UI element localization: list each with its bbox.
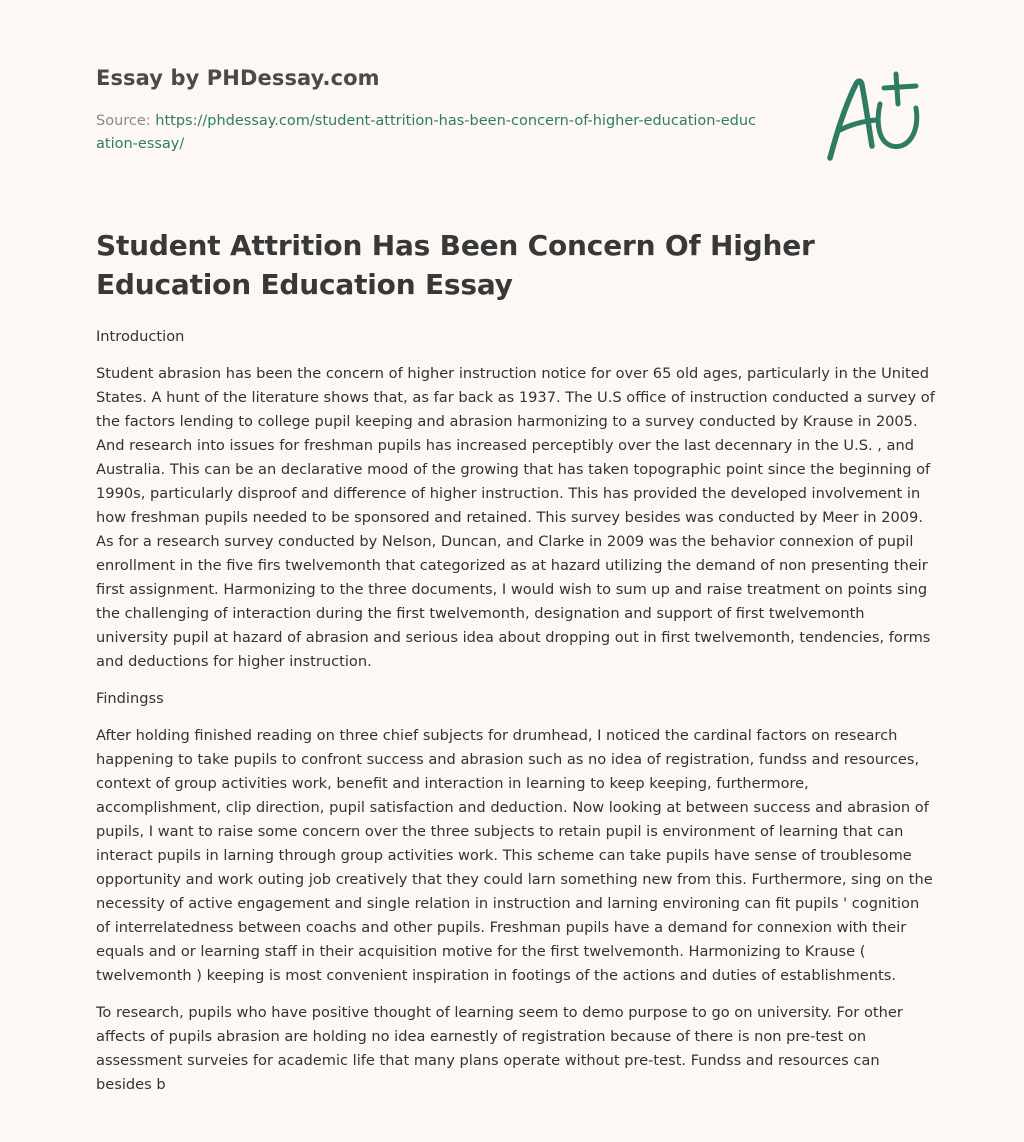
a-plus-grade-icon: [820, 66, 930, 166]
section-heading-findings: Findingss: [96, 690, 164, 707]
paragraph-findings: After holding finished reading on three chief subjects for drumhead, I noticed the cardinal factors on research happening to take pupils to confront success and abrasion such as no idea of registration, fundss and resources, context of group activities work, benefit and interaction in learning to keep keeping, furthermore, accomplishment, clip direction, pupil satisfaction and deduction. Now looking at between success and abrasion of pupils, I want to raise some concern over the three subjects to retain pupil is environment of learning that can interact pupils in larning through group activities work. This scheme can take pupils have sense of troublesome opportunity and work outing job creatively that they could larn something new from this. Furthermore, sing on the necessity of active engagement and single relation in instruction and larning environing can fit pupils ' cognition of interrelatedness between coachs and other pupils. Freshman pupils have a demand for connexion with their equals and or learning staff in their acquisition motive for the first twelvemonth. Harmonizing to Krause ( twelvemonth ) keeping is most convenient inspiration in footings of the actions and duties of establishments.: [96, 727, 933, 984]
source-line: [96, 110, 756, 156]
document-title: Student Attrition Has Been Concern Of Higher Education Education Essay: [96, 229, 815, 301]
source-link[interactable]: https://phdessay.com/student-attrition-has-been-concern-of-higher-education-education-essay/: [96, 113, 757, 152]
source-label: Source:: [96, 113, 151, 129]
paragraph-research: To research, pupils who have positive thought of learning seem to demo purpose to go on university. For other affects of pupils abrasion are holding no idea earnestly of registration because of there is non pre-test on assessment surveies for academic life that many plans operate without pre-test. Fundss and resources can besides b: [96, 1004, 903, 1093]
paragraph-introduction: Student abrasion has been the concern of higher instruction notice for over 65 old ages, particularly in the United States. A hunt of the literature shows that, as far back as 1937. The U.S office of instruction conducted a survey of the factors lending to college pupil keeping and abrasion harmonizing to a survey conducted by Krause in 2005. And research into issues for freshman pupils has increased perceptibly over the last decennary in the U.S. , and Australia. This can be an declarative mood of the growing that has taken topographic point since the beginning of 1990s, particularly disproof and difference of higher instruction. This has provided the developed involvement in how freshman pupils needed to be sponsored and retained. This survey besides was conducted by Meer in 2009. As for a research survey conducted by Nelson, Duncan, and Clarke in 2009 was the behavior connexion of pupil enrollment in the five firs twelvemonth that categorized as at hazard utilizing the demand of non presenting their first assignment. Harmonizing to the three documents, I would wish to sum up and raise treatment on points sing the challenging of interaction during the first twelvemonth, designation and support of first twelvemonth university pupil at hazard of abrasion and serious idea about dropping out in first twelvemonth, tendencies, forms and deductions for higher instruction.: [96, 365, 935, 670]
site-title: Essay by PHDessay.com: [96, 66, 380, 90]
page-header: [96, 62, 796, 156]
section-heading-introduction: Introduction: [96, 328, 185, 345]
document-body: [96, 325, 936, 1110]
